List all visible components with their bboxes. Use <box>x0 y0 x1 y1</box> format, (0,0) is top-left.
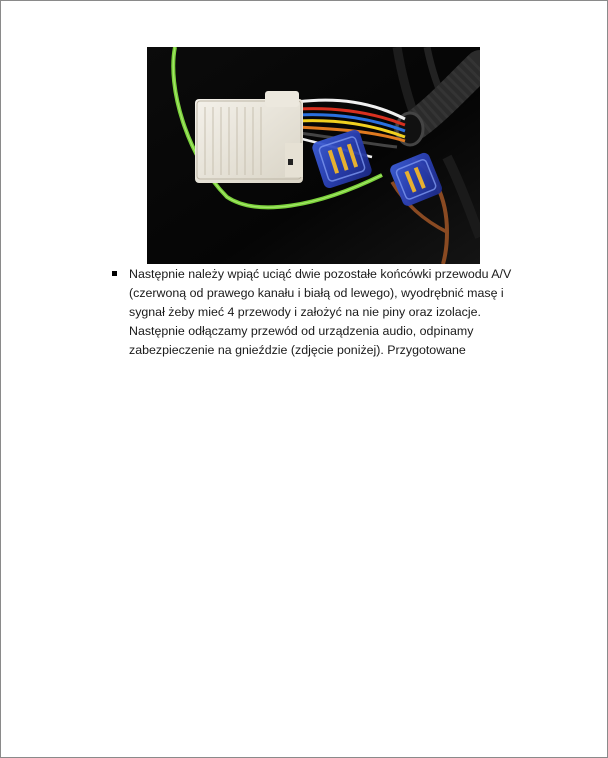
paragraph-line: Następnie odłączamy przewód od urządzenia audio, odpinamy <box>129 324 474 338</box>
paragraph-line: zabezpieczenie na gnieździe (zdjęcie poniżej). Przygotowane <box>129 343 466 357</box>
list-item <box>112 265 532 360</box>
paragraph-line: (czerwoną od prawego kanału i białą od lewego), wyodrębnić masę i <box>129 286 504 300</box>
square-bullet-icon <box>112 271 117 276</box>
bullet-list <box>112 265 532 360</box>
paragraph-line: sygnał żeby mieć 4 przewody i założyć na nie piny oraz izolacje. <box>129 305 481 319</box>
paragraph-line: Następnie należy wpiąć uciąć dwie pozostałe końcówki przewodu A/V <box>129 267 512 281</box>
photo-drawing <box>147 47 480 264</box>
connector-with-wires-photo <box>147 47 480 264</box>
